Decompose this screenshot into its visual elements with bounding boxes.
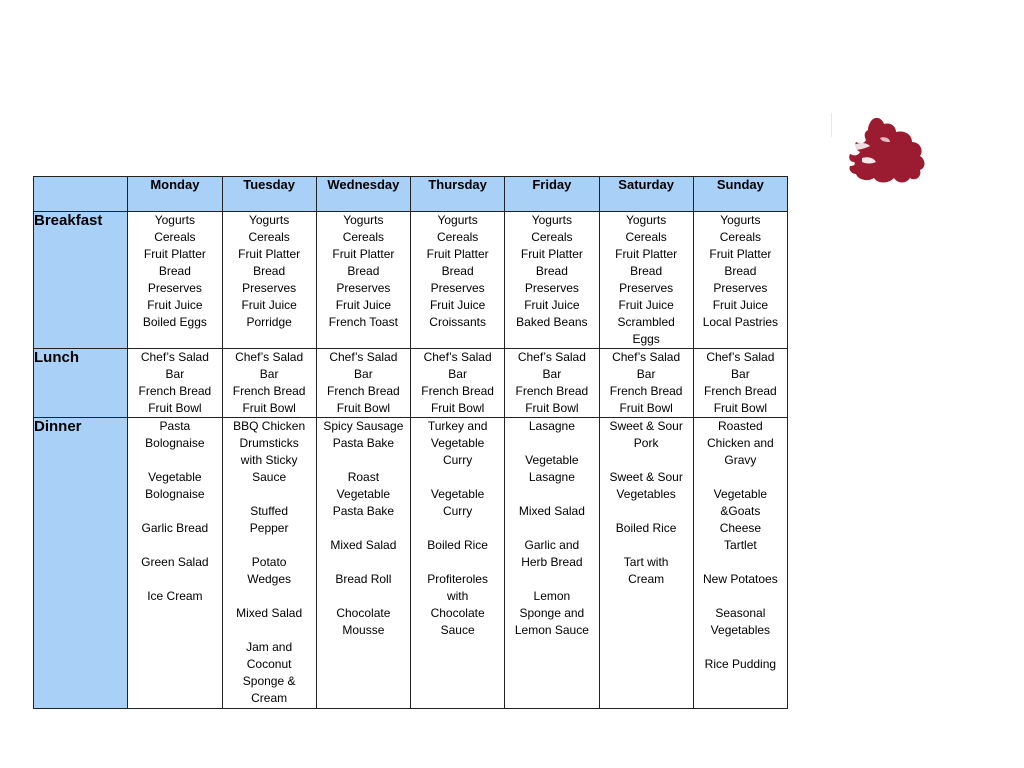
meal-label-dinner: Dinner [34, 418, 128, 709]
menu-item-line: Boiled Eggs [142, 315, 207, 329]
menu-item-line: Fruit Bowl [525, 401, 579, 415]
menu-item-line: French Bread [138, 384, 212, 398]
day-header-monday: Monday [128, 177, 222, 212]
menu-item-line: Bolognaise [145, 436, 205, 450]
menu-item-line: Stuffed [250, 504, 289, 518]
menu-item-line: Mixed Salad [236, 606, 303, 620]
menu-item-line [317, 520, 410, 537]
menu-item-line [600, 537, 693, 554]
menu-item-line: Cream [628, 572, 665, 586]
header-row [34, 177, 788, 212]
menu-item-line: Bolognaise [145, 487, 205, 501]
menu-item-line: Chocolate [336, 606, 391, 620]
menu-item-line: Garlic and [524, 538, 580, 552]
menu-item-line [223, 486, 316, 503]
menu-item-line: Baked Beans [516, 315, 588, 329]
menu-item-line: Vegetable [713, 487, 768, 501]
menu-item-line: Fruit Platter [709, 247, 772, 261]
day-header-saturday: Saturday [599, 177, 693, 212]
menu-item-line: Vegetable [336, 487, 391, 501]
menu-item-line: Green Salad [141, 555, 209, 569]
menu-item-line: Sweet & Sour [609, 419, 683, 433]
menu-item-line: Lemon [533, 589, 571, 603]
menu-item-line: Chef’s Salad [612, 350, 681, 364]
menu-item-line: Vegetable [148, 470, 202, 484]
menu-item-line: Vegetables [616, 487, 676, 501]
menu-item-line: Fruit Juice [241, 298, 297, 312]
menu-item-line: Mousse [342, 623, 385, 637]
menu-item-line [694, 639, 787, 656]
menu-item-line [411, 520, 504, 537]
menu-item-line: French Toast [328, 315, 398, 329]
menu-item-line: Bar [354, 367, 373, 381]
day-header-sunday: Sunday [693, 177, 787, 212]
menu-item-line: Bread [535, 264, 568, 278]
menu-cell-breakfast-saturday [599, 212, 693, 349]
menu-cell-breakfast-monday [128, 212, 222, 349]
day-header-thursday: Thursday [411, 177, 505, 212]
menu-item-line: Lasagne [528, 419, 575, 433]
meal-label-breakfast: Breakfast [34, 212, 128, 349]
menu-item-line: Bread Roll [335, 572, 392, 586]
menu-item-line [600, 503, 693, 520]
menu-item-line: Sauce [252, 470, 287, 484]
menu-item-line: Cereals [342, 230, 385, 244]
menu-item-line [223, 537, 316, 554]
menu-item-line: Preserves [713, 281, 768, 295]
header-corner-cell [34, 177, 128, 212]
menu-item-line [411, 554, 504, 571]
menu-cell-dinner-saturday [599, 418, 693, 709]
menu-item-line: Pasta [159, 419, 191, 433]
menu-item-line [600, 452, 693, 469]
menu-item-line: Local Pastries [702, 315, 779, 329]
menu-item-line: Bread [158, 264, 191, 278]
menu-item-line [317, 452, 410, 469]
menu-item-line: with Sticky [240, 453, 298, 467]
menu-item-line: Boiled Rice [615, 521, 677, 535]
meal-row-dinner [34, 418, 788, 709]
menu-item-line: French Bread [327, 384, 400, 398]
menu-item-line: Preserves [336, 281, 391, 295]
menu-item-line: Scrambled [617, 315, 675, 329]
menu-item-line: Herb Bread [521, 555, 583, 569]
menu-item-line: Vegetables [710, 623, 771, 637]
menu-cell-lunch-thursday [411, 349, 505, 418]
menu-item-line: Porridge [246, 315, 292, 329]
meal-label-lunch: Lunch [34, 349, 128, 418]
menu-cell-dinner-tuesday [222, 418, 316, 709]
menu-item-line: BBQ Chicken [233, 419, 306, 433]
menu-item-line: Sauce [440, 623, 475, 637]
menu-cell-breakfast-wednesday [316, 212, 410, 349]
menu-item-line: Preserves [619, 281, 674, 295]
menu-cell-breakfast-thursday [411, 212, 505, 349]
menu-item-line: Bread [724, 264, 757, 278]
menu-item-line: New Potatoes [703, 572, 778, 586]
menu-item-line: Bar [542, 367, 562, 381]
menu-item-line [694, 588, 787, 605]
menu-cell-dinner-sunday [693, 418, 787, 709]
menu-item-line: Bar [259, 367, 279, 381]
menu-cell-dinner-friday [505, 418, 599, 709]
menu-item-line: Pepper [249, 521, 289, 535]
menu-item-line: Boiled Rice [427, 538, 488, 552]
menu-cell-breakfast-tuesday [222, 212, 316, 349]
menu-item-line: Bread [630, 264, 663, 278]
menu-item-line: Wedges [247, 572, 292, 586]
menu-cell-lunch-wednesday [316, 349, 410, 418]
menu-item-line: Vegetable [430, 436, 485, 450]
day-header-friday: Friday [505, 177, 599, 212]
menu-item-line: Fruit Juice [147, 298, 203, 312]
menu-item-line: French Bread [515, 384, 589, 398]
menu-item-line: Vegetable [430, 487, 485, 501]
menu-item-line: Chef’s Salad [423, 350, 492, 364]
menu-item-line: Spicy Sausage [323, 419, 404, 433]
menu-item-line: Chef’s Salad [517, 350, 586, 364]
menu-item-line: Chicken and [707, 436, 774, 450]
menu-item-line: Fruit Bowl [430, 401, 485, 415]
menu-item-line: Chef’s Salad [235, 350, 304, 364]
menu-item-line: Mixed Salad [518, 504, 585, 518]
weekly-menu-table [33, 176, 788, 709]
menu-item-line: Pork [633, 436, 659, 450]
meal-row-breakfast [34, 212, 788, 349]
menu-item-line [128, 452, 221, 469]
menu-item-line: Curry [442, 453, 473, 467]
menu-item-line [694, 554, 787, 571]
menu-cell-dinner-wednesday [316, 418, 410, 709]
menu-item-line: Chef’s Salad [140, 350, 209, 364]
menu-item-line: Lemon Sauce [514, 623, 589, 637]
menu-item-line: Fruit Platter [520, 247, 583, 261]
menu-item-line: Croissants [429, 315, 486, 329]
menu-item-line: Yogurts [437, 213, 478, 227]
menu-item-line [505, 435, 598, 452]
menu-item-line: Jam and [246, 640, 293, 654]
menu-item-line: Garlic Bread [141, 521, 209, 535]
menu-item-line: Pasta Bake [332, 436, 395, 450]
menu-item-line: Cream [251, 691, 288, 705]
menu-item-line: Chef’s Salad [329, 350, 398, 364]
menu-item-line: Fruit Juice [618, 298, 674, 312]
menu-item-line: French Bread [704, 384, 777, 398]
menu-item-line: Preserves [147, 281, 202, 295]
menu-item-line [505, 486, 598, 503]
menu-item-line: Ice Cream [147, 589, 203, 603]
menu-item-line: Gravy [724, 453, 757, 467]
menu-item-line [317, 588, 410, 605]
menu-item-line: Fruit Platter [332, 247, 395, 261]
menu-cell-lunch-sunday [693, 349, 787, 418]
menu-item-line: Cereals [436, 230, 479, 244]
menu-item-line: Vegetable [525, 453, 579, 467]
menu-item-line: Cheese [719, 521, 762, 535]
menu-item-line: Fruit Juice [524, 298, 580, 312]
menu-cell-lunch-monday [128, 349, 222, 418]
menu-item-line: Sweet & Sour [609, 470, 683, 484]
menu-item-line: Preserves [242, 281, 297, 295]
menu-item-line [317, 554, 410, 571]
menu-item-line: Profiteroles [427, 572, 488, 586]
menu-item-line: Preserves [524, 281, 579, 295]
menu-item-line: Fruit Juice [712, 298, 769, 312]
menu-item-line: Eggs [632, 332, 660, 346]
menu-item-line: French Bread [232, 384, 306, 398]
menu-item-line: Yogurts [248, 213, 290, 227]
menu-item-line: Chef’s Salad [706, 350, 775, 364]
menu-item-line [505, 571, 598, 588]
menu-item-line: Fruit Platter [143, 247, 206, 261]
menu-item-line: Chocolate [430, 606, 485, 620]
menu-item-line [128, 503, 221, 520]
menu-item-line [694, 469, 787, 486]
menu-cell-lunch-saturday [599, 349, 693, 418]
menu-item-line: Lasagne [528, 470, 575, 484]
day-header-tuesday: Tuesday [222, 177, 316, 212]
menu-item-line [128, 537, 221, 554]
menu-item-line: Bar [165, 367, 185, 381]
menu-item-line: Bread [347, 264, 380, 278]
menu-item-line: Coconut [246, 657, 292, 671]
menu-item-line: Cereals [531, 230, 573, 244]
menu-item-line: Fruit Bowl [148, 401, 202, 415]
menu-item-line: Bread [253, 264, 286, 278]
menu-item-line: Yogurts [625, 213, 667, 227]
menu-item-line: Tart with [623, 555, 669, 569]
menu-item-line [128, 571, 221, 588]
menu-item-line: Yogurts [154, 213, 195, 227]
menu-item-line: Turkey and [427, 419, 488, 433]
menu-item-line: Bar [636, 367, 656, 381]
menu-item-line: Sponge & [242, 674, 296, 688]
menu-item-line: Fruit Juice [335, 298, 392, 312]
menu-item-line: with [446, 589, 469, 603]
menu-cell-lunch-friday [505, 349, 599, 418]
red-lion-head-logo-icon [832, 112, 928, 194]
menu-item-line: Bread [441, 264, 474, 278]
menu-item-line: Fruit Bowl [713, 401, 768, 415]
menu-item-line: Pasta Bake [332, 504, 395, 518]
menu-item-line: Roast [347, 470, 380, 484]
menu-item-line: Tartlet [724, 538, 757, 552]
menu-cell-dinner-thursday [411, 418, 505, 709]
menu-item-line: Fruit Bowl [619, 401, 673, 415]
menu-item-line: Yogurts [531, 213, 572, 227]
menu-item-line: Preserves [430, 281, 485, 295]
menu-item-line: Roasted [718, 419, 763, 433]
menu-item-line: French Bread [609, 384, 683, 398]
menu-item-line: Cereals [248, 230, 290, 244]
menu-item-line: Drumsticks [239, 436, 299, 450]
menu-item-line: Fruit Platter [238, 247, 301, 261]
menu-item-line: Yogurts [720, 213, 761, 227]
menu-item-line: Cereals [625, 230, 667, 244]
menu-item-line: Fruit Platter [615, 247, 678, 261]
menu-cell-dinner-monday [128, 418, 222, 709]
menu-cell-breakfast-friday [505, 212, 599, 349]
menu-item-line: Rice Pudding [704, 657, 777, 671]
menu-item-line: Cereals [719, 230, 762, 244]
menu-item-line: Fruit Platter [426, 247, 489, 261]
menu-item-line: Curry [442, 504, 473, 518]
menu-item-line: Cereals [154, 230, 196, 244]
day-header-wednesday: Wednesday [316, 177, 410, 212]
menu-item-line: Bar [731, 367, 750, 381]
menu-cell-breakfast-sunday [693, 212, 787, 349]
menu-item-line: Mixed Salad [330, 538, 397, 552]
menu-item-line [411, 469, 504, 486]
menu-item-line: Seasonal [715, 606, 766, 620]
menu-item-line: Potato [251, 555, 287, 569]
menu-item-line: &Goats [720, 504, 761, 518]
menu-item-line: Fruit Juice [429, 298, 486, 312]
menu-item-line [223, 622, 316, 639]
menu-item-line [505, 520, 598, 537]
meal-row-lunch [34, 349, 788, 418]
menu-item-line: Fruit Bowl [242, 401, 296, 415]
menu-item-line [223, 588, 316, 605]
menu-cell-lunch-tuesday [222, 349, 316, 418]
menu-item-line: Bar [448, 367, 467, 381]
menu-item-line: Sponge and [519, 606, 585, 620]
menu-item-line: Yogurts [343, 213, 384, 227]
menu-item-line: French Bread [421, 384, 494, 398]
menu-item-line: Fruit Bowl [336, 401, 391, 415]
